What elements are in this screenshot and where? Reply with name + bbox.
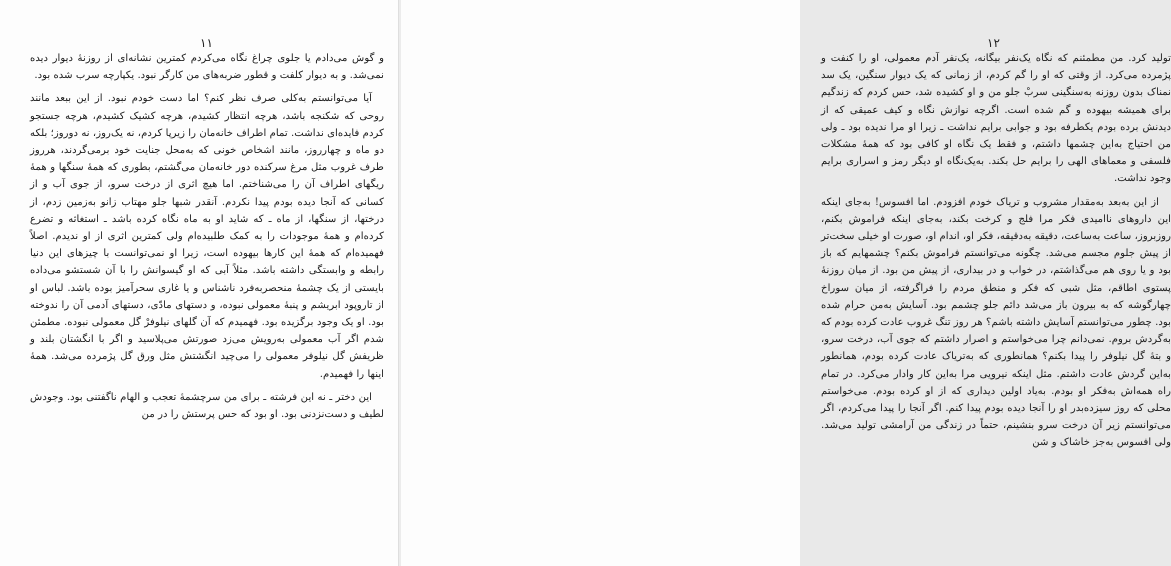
page-body (30, 50, 384, 423)
page-body (821, 50, 1171, 452)
paragraph: تولید کرد. من مطمئنم که نگاه یک‌نفر بیگانه، یک‌نفر آدم معمولی، او را کنفت و پژمرده می‌کرد. از وقتی که او را گم کردم، از زمانی که یک دیوار سنگین، یک سد نمناک بدون روزنه به‌سنگینی سربْ جلو من و او کشیده شد، حس کردم که زندگیم برای همیشه بیهوده و گم شده است. اگرچه نوازش نگاه و کیف عمیقی که از دیدنش برده بودم یکطرفه بود و جوابی برایم نداشت ـ زیرا او مرا ندیده بود ـ ولی من احتیاج به‌این چشمها داشتم، و فقط یک نگاه او کافی بود که همهٔ مشکلات فلسفی و معماهای الهی را برایم حل بکند. به‌یک‌نگاه او دیگر رمز و اسراری برایم وجود نداشت. (821, 53, 1171, 185)
page-number: ۱۲ (987, 36, 1000, 50)
right-page (401, 0, 1171, 566)
paragraph: این دختر ـ نه این فرشته ـ برای من سرچشمهٔ تعجب و الهام ناگفتنی بود. وجودش لطیف و دست‌نزدنی بود. او بود که حس پرستش را در من (30, 391, 384, 421)
paragraph: از این به‌بعد به‌مقدار مشروب و تریاک خودم افزودم. اما افسوس! به‌جای اینکه این داروهای ناامیدی فکر مرا فلج و کرخت بکند، به‌جای اینکه فراموش بکنم، روزبروز، ساعت به‌ساعت، دقیقه به‌دقیقه، فکر او، اندام او، صورت او خیلی سخت‌تر از پیش جلوم مجسم می‌شد. چگونه می‌توانستم فراموش بکنم؟ چشمهایم که باز بود و یا روی هم می‌گذاشتم، در خواب و در بیداری، از پیش من بود. از میان روزنهٔ پستوی اطاقم، مثل شبی که فکر و منطق مردم را فراگرفته، از میان سوراخ چهارگوشه که به بیرون باز می‌شد دائم جلو چشمم بود. آسایش به‌من حرام شده بود. چطور می‌توانستم آسایش داشته باشم؟ هر روز تنگ غروب عادت کرده بودم که به‌گردش بروم. نمی‌دانم چرا می‌خواستم و اصرار داشتم که جوی آب، درخت سرو، و بتهٔ گل نیلوفر را پیدا بکنم؟ همانطوری که به‌تریاک عادت کرده بودم، همانطور به‌این گردش عادت داشتم. مثل اینکه نیرویی مرا به‌این کار وادار می‌کرد. در تمام راه همه‌اش به‌فکر او بودم. به‌یاد اولین دیداری که از او کرده بودم. می‌خواستم محلی که روز سیزده‌بدر او را آنجا دیده بودم پیدا کنم. اگر آنجا را پیدا می‌کردم، اگر می‌توانستم زیر آن درخت سرو بنشینم، حتماً در زندگی من آرامشی تولید می‌شد. ولی افسوس به‌جز خاشاک و شن (820, 196, 1171, 449)
left-page (0, 0, 400, 566)
paragraph: و گوش می‌دادم یا جلوی چراغ نگاه می‌کردم کمترین نشانه‌ای از روزنهٔ دیوار دیده نمی‌شد. و به دیوار کلفت و قطور ضربه‌های من کارگر نبود. یکپارچه سرب شده بود. (30, 53, 384, 82)
page-number: ۱۱ (200, 36, 213, 50)
paragraph: آیا می‌توانستم به‌کلی صرف نظر کنم؟ اما دست خودم نبود. از این ببعد مانند روحی که شکنجه باشد، هرچه انتظار کشیدم، هرچه کشیک کشیدم، هرچه جستجو کردم فایده‌ای نداشت. تمام اطراف خانه‌مان را زیرپا کردم، نه یک‌روز، نه دوروز؛ بلکه دو ماه و چهارروز، مانند اشخاص خونی که به‌محل جنایت خود برمی‌گردند، هرروز طرف غروب مثل مرغ سرکنده دور خانه‌مان می‌گشتم، بطوری که همهٔ سنگها و همهٔ ریگهای اطراف آن را می‌شناختم. اما هیچ اثری از درخت سرو، از جوی آب و از کسانی که آنجا دیده بودم پیدا نکردم. آنقدر شبها جلو مهتاب زانو به‌زمین زدم، از درختها، از سنگها، از ماه ـ که شاید او به ماه نگاه کرده باشد ـ استغاثه و تضرع کرده‌ام و همهٔ موجودات را به کمک طلبیده‌ام ولی کمترین اثری از او ندیدم. اصلاً فهمیده‌ام که همهٔ این کارها بیهوده است، زیرا او نمی‌توانست با چیزهای این دنیا رابطه و وابستگی داشته باشد. مثلاً آبی که او گیسوانش را با آن شستشو می‌داده بایستی از یک چشمهٔ منحصربه‌فرد ناشناس و یا غاری سحرآمیز بوده باشد. لباس او از تاروپود ابریشم و پنبهٔ معمولی نبوده، و دستهای مادّی، دستهای آدمی آن را ندوخته بود. او یک وجود برگزیده بود. فهمیدم که آن گلهای نیلوفرْ گل معمولی نبوده. مطمئن شدم اگر آب معمولی به‌رویش می‌زد صورتش می‌پلاسید و اگر با انگشتان بلند و ظریفش گل نیلوفر معمولی را می‌چید انگشتش مثل ورق گل پژمرده می‌شد. همهٔ اینها را فهمیدم. (30, 93, 384, 380)
